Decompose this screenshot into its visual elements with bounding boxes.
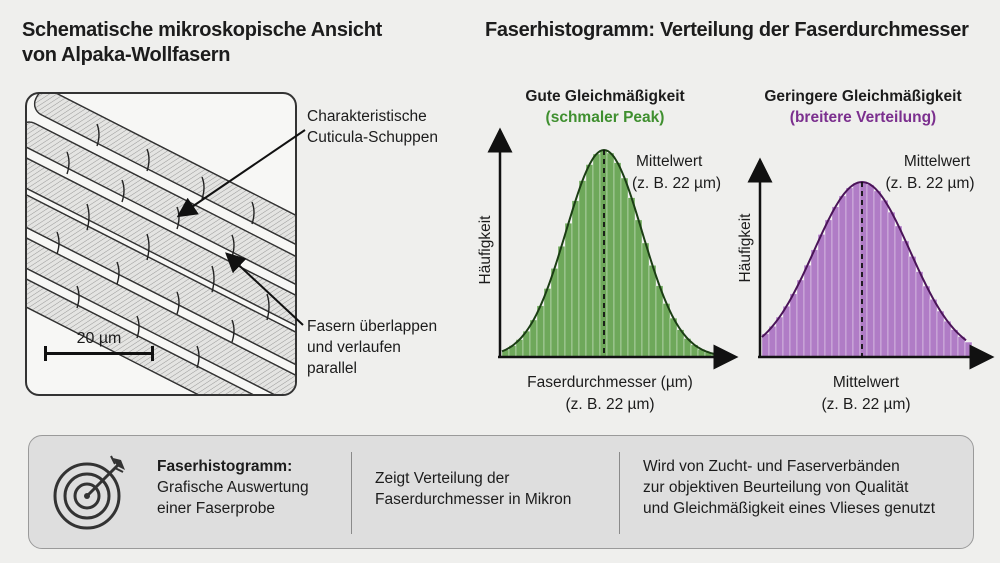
info-definition-term: Faserhistogramm: [157,458,293,475]
histogram1-mean-label-line2: (z. B. 22 µm) [632,175,722,192]
histogram-bar [565,223,572,357]
histogram-bar [811,250,818,357]
info-col-usage [643,456,935,519]
info-divider [619,452,620,534]
histogram-bar [860,182,867,357]
histogram-bar [790,294,797,357]
histogram2-mean-label-line2: (z. B. 22 µm) [885,175,975,192]
histogram1-ylabel: Häufigkeit [477,215,494,285]
histogram-bar [551,268,558,357]
histogram-bar [944,321,951,357]
histogram-bar [818,234,825,357]
histogram-bar [825,220,832,357]
histogram-bar [881,200,888,357]
histogram-bar [783,306,790,357]
histogram-bar [642,243,649,357]
micro-view-title-line2: von Alpaka-Wollfasern [22,44,231,66]
histogram-bar [839,196,846,357]
target-icon [51,452,131,532]
histogram-bar [846,188,853,357]
histogram-bar [923,286,930,357]
histogram-bar [586,165,593,357]
histogram-bar [937,311,944,357]
info-usage-line3: und Gleichmäßigkeit eines Vlieses genutzt [643,500,936,517]
info-definition-line3: einer Faserprobe [157,500,276,517]
histogram1-xlabel-line2: (z. B. 22 µm) [565,396,655,413]
info-usage-line2: zur objektiven Beurteilung von Qualität [643,479,909,496]
info-col-definition [157,456,309,519]
histogram2-xlabel-line2: (z. B. 22 µm) [821,396,911,413]
histogram-bar [621,178,628,357]
histogram-bar [579,181,586,357]
histogram-bar [628,198,635,357]
histogram-bar [874,191,881,357]
histogram-bar [635,220,642,357]
info-shows-line1: Zeigt Verteilung der [375,470,510,487]
histogram2-bars [762,182,972,357]
histogram-bar [902,241,909,357]
histogram-bar [930,299,937,357]
histogram2-subtitle: (breitere Verteilung) [789,109,937,126]
histogram-bar [656,286,663,357]
info-definition-line2: Grafische Auswertung [157,479,309,496]
histogram-bar [888,212,895,357]
info-shows-line2: Faserdurchmesser in Mikron [375,491,572,508]
annotation-scales-line2: Cuticula-Schuppen [307,129,438,146]
histogram-bar [895,226,902,357]
histogram-bar [804,265,811,357]
annotation-scales-line1: Charakteristische [307,108,427,125]
info-usage-line1: Wird von Zucht- und Faserverbänden [643,458,900,475]
histogram-bar [537,306,544,357]
histogram-bar [832,207,839,357]
histogram1-subtitle: (schmaler Peak) [545,109,665,126]
histogram2-mean-label-line1: Mittelwert [903,153,971,170]
histogram1-xlabel-line1: Faserdurchmesser (µm) [527,374,693,391]
histogram-bar [853,183,860,357]
info-panel [28,435,974,549]
histogram-bar [909,256,916,357]
histogram1-title: Gute Gleichmäßigkeit [525,88,685,105]
histogram-bar [769,326,776,357]
annotation-overlap-line3: parallel [307,360,357,377]
histogram-bar [614,163,621,357]
scale-bar-label: 20 µm [76,330,122,347]
histogram1-mean-label-line1: Mittelwert [636,153,703,170]
info-col-shows [375,468,571,510]
micro-view-title-line1: Schematische mikroskopische Ansicht [22,19,383,41]
histogram-bar [867,185,874,357]
histogram2-ylabel: Häufigkeit [737,213,754,283]
histogram-bar [663,303,670,357]
info-divider [351,452,352,534]
histogram-bar [916,272,923,357]
histogram2-xlabel-line1: Mittelwert [832,374,900,391]
histogram-bar [965,342,972,357]
histogram-bar [544,288,551,357]
histogram-bar [797,280,804,357]
histogram-section-title: Faserhistogramm: Verteilung der Faserdurchmesser [485,19,969,41]
annotation-overlap-line1: Fasern überlappen [307,318,438,335]
histogram-bar [593,154,600,357]
histogram-bar [776,317,783,357]
histogram-bar [649,265,656,357]
histogram-bar [572,201,579,357]
histogram2-title: Geringere Gleichmäßigkeit [764,88,962,105]
annotation-overlap-line2: und verlaufen [307,339,401,356]
histogram-bar [951,330,958,357]
histogram-bar [607,153,614,357]
histogram-bar [558,246,565,357]
